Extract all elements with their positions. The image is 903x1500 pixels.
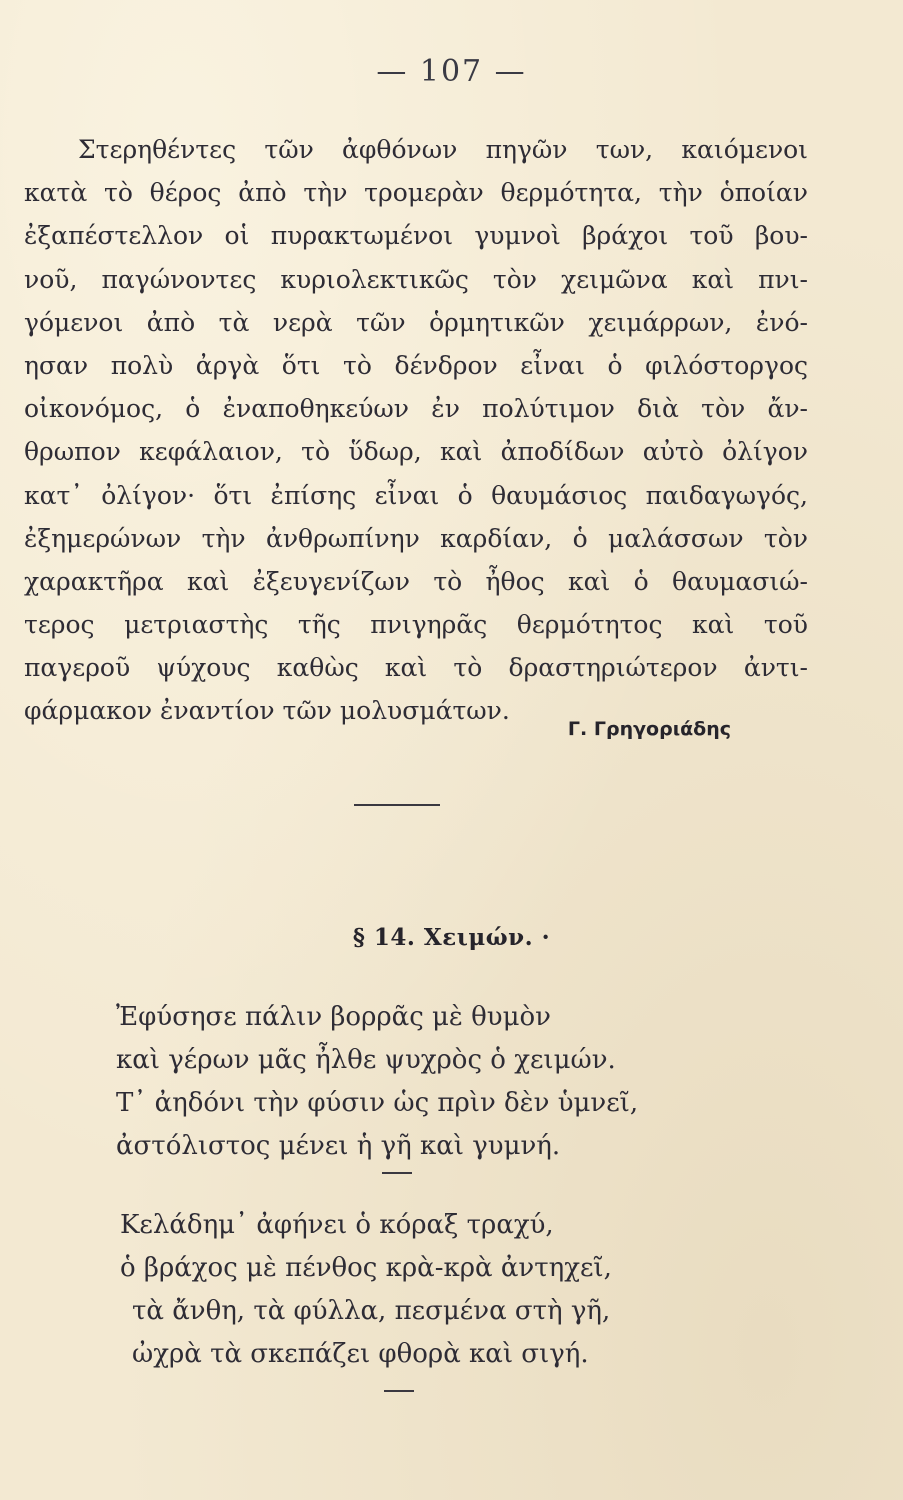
prose-line: παγεροῦ ψύχους καθὼς καὶ τὸ δραστηριώτερον ἀντι- <box>24 653 808 683</box>
prose-line: νοῦ, παγώνοντες κυριολεκτικῶς τὸν χειμῶνα καὶ πνι- <box>24 264 808 294</box>
end-divider <box>384 1390 414 1392</box>
poem-verse: Ἐφύσησε πάλιν βορρᾶς μὲ θυμὸν <box>116 1002 551 1032</box>
prose-line: τερος μετριαστὴς τῆς πνιγηρᾶς θερμότητος καὶ τοῦ <box>24 610 808 640</box>
prose-line: ησαν πολὺ ἀργὰ ὅτι τὸ δένδρον εἶναι ὁ φιλόστοργος <box>24 350 808 380</box>
prose-line: ἐξαπέστελλον οἱ πυρακτωμένοι γυμνοὶ βράχοι τοῦ βου- <box>24 221 808 251</box>
poem-verse: ὁ βράχος μὲ πένθος κρὰ-κρὰ ἀντηχεῖ, <box>120 1253 612 1283</box>
poem-verse: ὠχρὰ τὰ σκεπάζει φθορὰ καὶ σιγή. <box>132 1339 589 1369</box>
prose-line: γόμενοι ἀπὸ τὰ νερὰ τῶν ὁρμητικῶν χειμάρρων, ἐνό- <box>24 307 808 337</box>
prose-line: ἐξημερώνων τὴν ἀνθρωπίνην καρδίαν, ὁ μαλάσσων τὸν <box>24 523 808 553</box>
prose-paragraph <box>24 128 808 733</box>
author-signature: Γ. Γρηγοριάδης <box>567 718 731 740</box>
prose-line: κατὰ τὸ θέρος ἀπὸ τὴν τρομερὰν θερμότητα, τὴν ὁποίαν <box>24 178 808 208</box>
poem-verse: καὶ γέρων μᾶς ἦλθε ψυχρὸς ὁ χειμών. <box>116 1045 616 1075</box>
prose-line: θρωπον κεφάλαιον, τὸ ὕδωρ, καὶ ἀποδίδων αὐτὸ ὀλίγον <box>24 437 808 467</box>
section-heading: § 14. Χειμών. · <box>352 924 551 951</box>
poem-stanza-2 <box>120 1204 612 1376</box>
page-number: — 107 — <box>376 54 527 89</box>
prose-line: χαρακτῆρα καὶ ἐξευγενίζων τὸ ἦθος καὶ ὁ θαυμασιώ- <box>24 566 808 596</box>
poem-verse: Τ᾽ ἀηδόνι τὴν φύσιν ὡς πρὶν δὲν ὑμνεῖ, <box>116 1088 639 1118</box>
prose-line: κατ᾽ ὀλίγον· ὅτι ἐπίσης εἶναι ὁ θαυμάσιος παιδαγωγός, <box>24 480 808 510</box>
poem-verse: τὰ ἄνθη, τὰ φύλλα, πεσμένα στὴ γῆ, <box>132 1296 611 1326</box>
prose-line: Στερηθέντες τῶν ἀφθόνων πηγῶν των, καιόμενοι <box>78 135 808 164</box>
poem-stanza-1 <box>116 996 638 1168</box>
section-divider <box>354 804 440 806</box>
stanza-divider <box>382 1172 412 1174</box>
poem-verse: ἀστόλιστος μένει ἡ γῆ καὶ γυμνή. <box>116 1131 561 1161</box>
prose-line: οἰκονόμος, ὁ ἐναποθηκεύων ἐν πολύτιμον διὰ τὸν ἄν- <box>24 394 808 424</box>
prose-line: φάρμακον ἐναντίον τῶν μολυσμάτων. <box>24 696 510 726</box>
poem-verse: Κελάδημ᾽ ἀφήνει ὁ κόραξ τραχύ, <box>120 1210 554 1240</box>
